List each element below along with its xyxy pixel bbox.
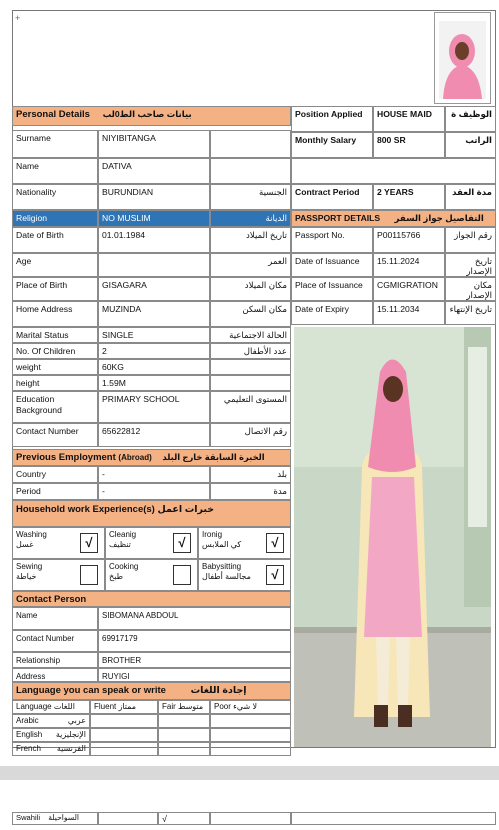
field-value	[98, 253, 210, 277]
field-label-ar: العمر	[210, 253, 291, 277]
language-name-ar: الفرنسية	[56, 744, 86, 753]
language-col-fair: Fair متوسط	[158, 700, 210, 714]
passport-field-label: Passport No.	[291, 227, 373, 253]
contact-label: Address	[12, 668, 98, 682]
position-ar: الوظيف ة	[445, 106, 496, 132]
personal-title: Personal Details	[16, 109, 90, 120]
position-label: Position Applied	[291, 106, 373, 132]
plus-sign: +	[15, 13, 21, 23]
employment-title-sub: (Abroad)	[118, 453, 152, 462]
experience-label: Sewing	[16, 562, 43, 571]
position-value: HOUSE MAID	[373, 106, 445, 132]
passport-field-value: P00115766	[373, 227, 445, 253]
field-value: 01.01.1984	[98, 227, 210, 253]
field-value: 60KG	[98, 359, 210, 375]
language-poor-cell	[210, 728, 291, 742]
experience-title: Household work Experience(s)	[16, 504, 155, 515]
language-fluent-cell	[90, 714, 158, 728]
field-label: Education Background	[12, 391, 98, 423]
field-label: No. Of Children	[12, 343, 98, 359]
field-label-ar: رقم الاتصال	[210, 423, 291, 447]
contact-value: BROTHER	[98, 652, 291, 668]
field-value: 2	[98, 343, 210, 359]
passport-field-ar: رقم الجواز	[445, 227, 496, 253]
field-label: Name	[12, 158, 98, 184]
salary-value: 800 SR	[373, 132, 445, 158]
language-header	[12, 682, 291, 700]
field-label: Age	[12, 253, 98, 277]
full-body-photo	[294, 327, 491, 747]
employment-label-ar: بلد	[210, 466, 291, 483]
passport-field-value: 15.11.2034	[373, 301, 445, 325]
field-label-ar	[210, 158, 291, 184]
passport-title-ar: التفاصيل جواز السفر	[394, 213, 484, 223]
field-label-ar: مكان السكن	[210, 301, 291, 327]
passport-field-ar: تاريخ الإنتهاء	[445, 301, 496, 325]
experience-label-ar: تنظيف	[109, 540, 131, 549]
language-poor-cell	[210, 714, 291, 728]
contact-value: 69917179	[98, 630, 291, 652]
experience-label-ar: خياطة	[16, 572, 37, 581]
language-fair-cell	[158, 728, 210, 742]
language-title: Language you can speak or write	[16, 685, 166, 696]
experience-label-ar: مجالسة أطفال	[202, 572, 251, 581]
field-label-ar: الديانة	[210, 210, 291, 227]
employment-value: -	[98, 483, 210, 500]
field-label: Home Address	[12, 301, 98, 327]
personal-header	[12, 106, 291, 126]
language-fair-cell	[158, 742, 210, 756]
language-name: Swahili	[16, 813, 41, 822]
experience-label-ar: غسل	[16, 540, 34, 549]
passport-field-value: CGMIGRATION	[373, 277, 445, 301]
field-value: BURUNDIAN	[98, 184, 210, 210]
experience-header	[12, 500, 291, 527]
contact-value: SIBOMANA ABDOUL	[98, 607, 291, 630]
language-name: French	[16, 744, 41, 753]
experience-label-ar: طبخ	[109, 572, 123, 581]
field-label-ar: الحالة الاجتماعية	[210, 327, 291, 343]
field-label: Religion	[12, 210, 98, 227]
experience-label: Babysitting	[202, 562, 242, 571]
language-name: English	[16, 730, 43, 739]
language-fair-mark: √	[158, 812, 210, 825]
experience-label-ar: كي الملابس	[202, 540, 242, 549]
language-name-ar: السواحيلة	[48, 813, 79, 822]
contact-label: Contact Number	[12, 630, 98, 652]
language-fluent-cell	[90, 728, 158, 742]
field-value: SINGLE	[98, 327, 210, 343]
contact-label: Name	[12, 607, 98, 630]
language-name: Arabic	[16, 716, 39, 725]
field-label-ar: مكان الميلاد	[210, 277, 291, 301]
employment-value: -	[98, 466, 210, 483]
language-row	[12, 714, 90, 728]
period-ar: مدة العقد	[445, 184, 496, 210]
language-poor-cell	[210, 742, 291, 756]
language-col-fluent: Fluent ممتاز	[90, 700, 158, 714]
field-value: DATIVA	[98, 158, 210, 184]
language-row	[12, 742, 90, 756]
passport-field-label: Date of Expiry	[291, 301, 373, 325]
experience-label: Cleanig	[109, 530, 137, 539]
field-label: height	[12, 375, 98, 391]
field-label: Date of Birth	[12, 227, 98, 253]
language-col-poor: Poor لا شيء	[210, 700, 291, 714]
field-label: Marital Status	[12, 327, 98, 343]
employment-label: Country	[12, 466, 98, 483]
passport-field-label: Place of Issuance	[291, 277, 373, 301]
field-value: PRIMARY SCHOOL	[98, 391, 210, 423]
field-label-ar: الجنسية	[210, 184, 291, 210]
language-row	[12, 728, 90, 742]
contact-header: Contact Person	[12, 591, 291, 607]
field-label-ar: المستوى التعليمي	[210, 391, 291, 423]
experience-checkbox: √	[173, 533, 191, 553]
field-value: NO MUSLIM	[98, 210, 210, 227]
field-label-ar	[210, 130, 291, 158]
experience-checkbox: √	[266, 565, 284, 585]
passport-field-label: Date of Issuance	[291, 253, 373, 277]
language-col-language: Language اللغات	[12, 700, 90, 714]
experience-checkbox: √	[80, 533, 98, 553]
field-label-ar: عدد الأطفال	[210, 343, 291, 359]
field-value: MUZINDA	[98, 301, 210, 327]
experience-label: Cooking	[109, 562, 139, 571]
field-label-ar: تاريخ الميلاد	[210, 227, 291, 253]
experience-checkbox: √	[266, 533, 284, 553]
field-value: 1.59M	[98, 375, 210, 391]
language-name-ar: الإنجليزية	[55, 730, 86, 739]
experience-checkbox	[173, 565, 191, 585]
experience-checkbox	[80, 565, 98, 585]
passport-field-ar: مكان الإصدار	[445, 277, 496, 301]
experience-title-ar: خبرات اعمل	[157, 504, 215, 515]
field-label: Surname	[12, 130, 98, 158]
language-row-swahili	[12, 812, 98, 825]
field-label: Nationality	[12, 184, 98, 210]
personal-title-ar: بيانات صاحب الط0لب	[102, 109, 192, 119]
language-spare-cell	[291, 812, 496, 825]
field-label: Place of Birth	[12, 277, 98, 301]
field-value: NIYIBITANGA	[98, 130, 210, 158]
period-value: 2 YEARS	[373, 184, 445, 210]
salary-ar: الراتب	[445, 132, 496, 158]
field-value: GISAGARA	[98, 277, 210, 301]
contact-label: Relationship	[12, 652, 98, 668]
blank-row	[291, 158, 496, 184]
language-poor-cell	[210, 812, 291, 825]
language-fluent-cell	[90, 742, 158, 756]
experience-label: Ironig	[202, 530, 223, 539]
passport-field-ar: تاريخ الإصدار	[445, 253, 496, 277]
language-title-ar: إجادة اللغات	[190, 685, 247, 696]
salary-label: Monthly Salary	[291, 132, 373, 158]
employment-label-ar: مدة	[210, 483, 291, 500]
language-name-ar: عربي	[67, 716, 86, 725]
passport-header	[291, 210, 496, 227]
employment-label: Period	[12, 483, 98, 500]
contact-value: RUYIGI	[98, 668, 291, 682]
passport-photo	[434, 12, 491, 104]
period-label: Contract Period	[291, 184, 373, 210]
language-fluent-cell	[98, 812, 158, 825]
field-label: weight	[12, 359, 98, 375]
language-fair-cell	[158, 714, 210, 728]
field-label-ar	[210, 359, 291, 375]
experience-label: Washing	[16, 530, 47, 539]
employment-title: Previous Employment	[16, 452, 116, 463]
page-break	[0, 766, 499, 780]
passport-field-value: 15.11.2024	[373, 253, 445, 277]
field-label-ar	[210, 375, 291, 391]
field-value: 65622812	[98, 423, 210, 447]
field-label: Contact Number	[12, 423, 98, 447]
employment-title-ar: الخبرة السابقة خارج البلد	[162, 452, 265, 462]
passport-title: PASSPORT DETAILS	[295, 213, 381, 223]
employment-header	[12, 449, 291, 466]
